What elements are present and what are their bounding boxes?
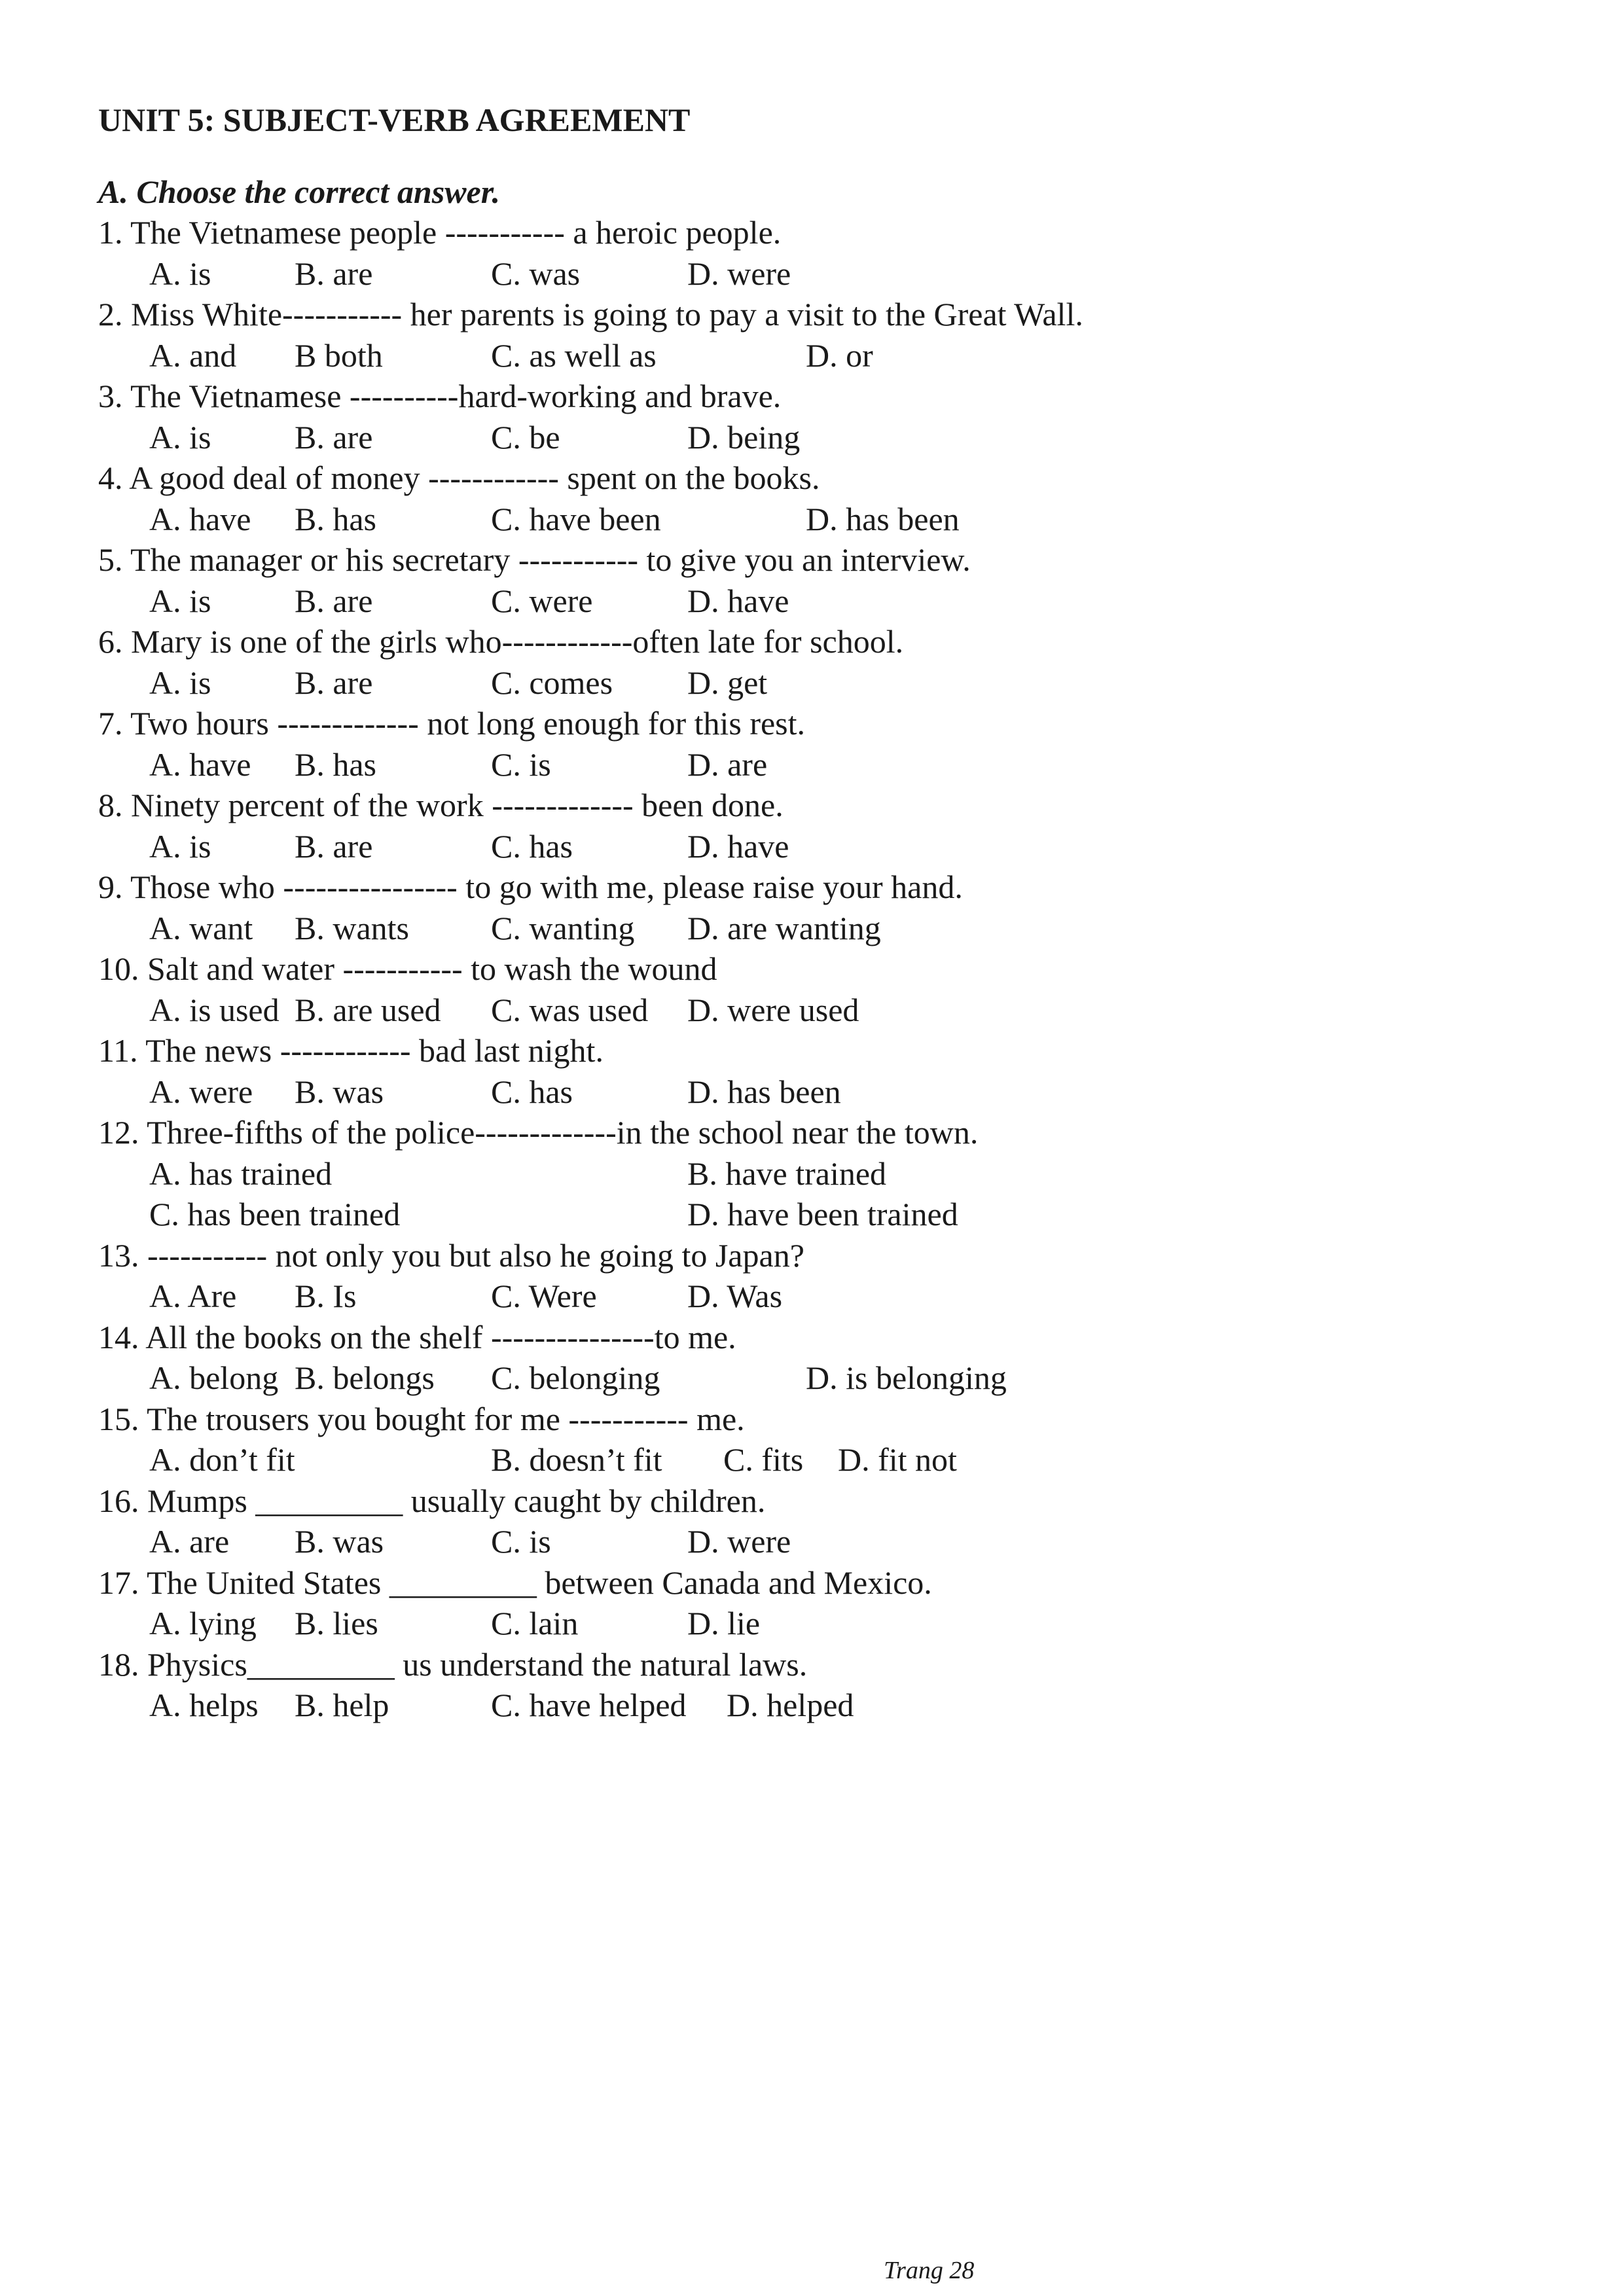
question-15 xyxy=(98,1399,1525,1480)
options-row xyxy=(98,826,1525,867)
question-stem: 15. The trousers you bought for me ----------- me. xyxy=(98,1400,745,1437)
question-6 xyxy=(98,621,1525,703)
options-row xyxy=(98,744,1525,785)
question-2 xyxy=(98,294,1525,376)
option-c: C. is xyxy=(491,745,551,783)
options-row xyxy=(98,1357,1525,1399)
page-title: UNIT 5: SUBJECT-VERB AGREEMENT xyxy=(98,101,691,138)
question-13 xyxy=(98,1235,1525,1317)
question-stem: 2. Miss White----------- her parents is going to pay a visit to the Great Wall. xyxy=(98,296,1083,332)
exercise-content xyxy=(98,171,1525,1726)
option-d: D. fit not xyxy=(838,1441,957,1478)
option-a: A. have xyxy=(149,745,251,783)
option-d: D. get xyxy=(687,664,768,701)
option-b: B. are xyxy=(295,582,373,619)
option-d: D. being xyxy=(687,418,801,456)
option-d: D. are xyxy=(687,745,768,783)
options-row xyxy=(98,662,1525,704)
option-d: D. were used xyxy=(687,991,859,1028)
option-a: A. don’t fit xyxy=(149,1441,295,1478)
section-heading: A. Choose the correct answer. xyxy=(98,173,500,210)
question-3 xyxy=(98,376,1525,457)
option-b: B. wants xyxy=(295,909,409,946)
question-stem: 10. Salt and water ----------- to wash the wound xyxy=(98,950,717,987)
option-c: C. has xyxy=(491,827,573,865)
question-stem: 5. The manager or his secretary ----------- to give you an interview. xyxy=(98,541,971,578)
option-d: D. Was xyxy=(687,1278,783,1314)
option-d: D. have xyxy=(687,827,789,865)
option-d: D. have been trained xyxy=(687,1196,958,1232)
question-stem: 18. Physics_________ us understand the natural laws. xyxy=(98,1645,808,1683)
option-c: C. as well as xyxy=(491,336,657,374)
option-b: B. lies xyxy=(295,1605,378,1641)
question-10 xyxy=(98,948,1525,1030)
option-b: B. are xyxy=(295,255,373,292)
question-9 xyxy=(98,867,1525,948)
option-a: A. is xyxy=(149,827,211,865)
option-b: B. are used xyxy=(295,991,441,1028)
option-b: B. help xyxy=(295,1687,389,1723)
question-stem: 13. ----------- not only you but also he going to Japan? xyxy=(98,1236,804,1274)
option-c: C. has been trained xyxy=(149,1196,401,1232)
option-c: C. was used xyxy=(491,991,649,1028)
question-stem: 7. Two hours ------------- not long enough for this rest. xyxy=(98,705,806,742)
options-row xyxy=(98,499,1525,540)
option-d: D. lie xyxy=(687,1605,761,1641)
option-c: C. wanting xyxy=(491,909,635,946)
question-7 xyxy=(98,703,1525,785)
option-c: C. lain xyxy=(491,1605,579,1641)
question-stem: 14. All the books on the shelf ---------------to me. xyxy=(98,1318,736,1355)
question-stem: 1. The Vietnamese people ----------- a heroic people. xyxy=(98,214,782,251)
option-a: A. belong xyxy=(149,1359,279,1396)
options-row xyxy=(98,417,1525,458)
options-row xyxy=(98,1194,1525,1235)
option-a: A. helps xyxy=(149,1687,259,1723)
option-a: A. are xyxy=(149,1523,230,1560)
question-stem: 11. The news ------------ bad last night. xyxy=(98,1032,604,1069)
option-d: D. have xyxy=(687,582,789,619)
option-a: A. have xyxy=(149,500,251,537)
options-row xyxy=(98,1685,1525,1726)
option-c: C. belonging xyxy=(491,1359,660,1396)
option-a: A. is xyxy=(149,664,211,701)
question-17 xyxy=(98,1562,1525,1644)
question-stem: 3. The Vietnamese ----------hard-working and brave. xyxy=(98,378,782,414)
question-1 xyxy=(98,212,1525,294)
option-d: D. is belonging xyxy=(806,1359,1007,1396)
option-b: B. are xyxy=(295,827,373,865)
option-a: A. and xyxy=(149,336,237,374)
option-d: D. or xyxy=(806,336,873,374)
options-row xyxy=(98,908,1525,949)
option-a: A. want xyxy=(149,909,253,946)
option-b: B. belongs xyxy=(295,1359,435,1396)
option-c: C. be xyxy=(491,418,560,456)
question-12 xyxy=(98,1112,1525,1235)
option-b: B. was xyxy=(295,1523,384,1560)
option-c: C. have been xyxy=(491,500,661,537)
question-stem: 16. Mumps _________ usually caught by children. xyxy=(98,1482,766,1519)
question-stem: 12. Three-fifths of the police-------------in the school near the town. xyxy=(98,1114,979,1151)
question-stem: 4. A good deal of money ------------ spent on the books. xyxy=(98,459,820,496)
options-row xyxy=(98,581,1525,622)
option-a: A. Are xyxy=(149,1278,237,1314)
option-c: C. fits xyxy=(723,1441,804,1478)
question-stem: 6. Mary is one of the girls who------------often late for school. xyxy=(98,623,904,660)
option-b: B. are xyxy=(295,664,373,701)
option-d: D. were xyxy=(687,1523,791,1560)
option-b: B. doesn’t fit xyxy=(491,1441,662,1478)
option-b: B. was xyxy=(295,1073,384,1110)
question-18 xyxy=(98,1644,1525,1726)
question-4 xyxy=(98,457,1525,539)
options-row xyxy=(98,335,1525,376)
question-11 xyxy=(98,1030,1525,1112)
option-b: B. have trained xyxy=(687,1155,887,1192)
option-c: C. comes xyxy=(491,664,613,701)
options-row xyxy=(98,1439,1525,1480)
option-c: C. Were xyxy=(491,1278,597,1314)
option-d: D. helped xyxy=(727,1687,854,1723)
option-d: D. were xyxy=(687,255,791,292)
question-8 xyxy=(98,785,1525,867)
option-c: C. is xyxy=(491,1523,551,1560)
option-a: A. is xyxy=(149,255,211,292)
option-a: A. were xyxy=(149,1073,253,1110)
option-b: B. has xyxy=(295,745,376,783)
options-row xyxy=(98,1603,1525,1644)
options-row xyxy=(98,1521,1525,1562)
option-a: A. lying xyxy=(149,1605,257,1641)
option-b: B. has xyxy=(295,500,376,537)
options-row xyxy=(98,1071,1525,1113)
options-row xyxy=(98,1153,1525,1194)
option-b: B both xyxy=(295,336,383,374)
option-a: A. is xyxy=(149,418,211,456)
option-a: A. is xyxy=(149,582,211,619)
options-row xyxy=(98,1276,1525,1317)
option-b: B. Is xyxy=(295,1278,357,1314)
question-5 xyxy=(98,539,1525,621)
page-number: Trang 28 xyxy=(884,2257,975,2284)
option-c: C. were xyxy=(491,582,593,619)
question-stem: 17. The United States _________ between Canada and Mexico. xyxy=(98,1564,932,1601)
option-d: D. has been xyxy=(806,500,960,537)
question-stem: 8. Ninety percent of the work ------------- been done. xyxy=(98,787,784,823)
question-16 xyxy=(98,1480,1525,1562)
option-b: B. are xyxy=(295,418,373,456)
option-c: C. has xyxy=(491,1073,573,1110)
option-c: C. have helped xyxy=(491,1687,687,1723)
question-14 xyxy=(98,1317,1525,1399)
option-c: C. was xyxy=(491,255,581,292)
option-a: A. has trained xyxy=(149,1155,333,1192)
question-stem: 9. Those who ---------------- to go with me, please raise your hand. xyxy=(98,869,963,905)
options-row xyxy=(98,253,1525,295)
options-row xyxy=(98,990,1525,1031)
option-a: A. is used xyxy=(149,991,280,1028)
option-d: D. has been xyxy=(687,1073,841,1110)
option-d: D. are wanting xyxy=(687,909,881,946)
